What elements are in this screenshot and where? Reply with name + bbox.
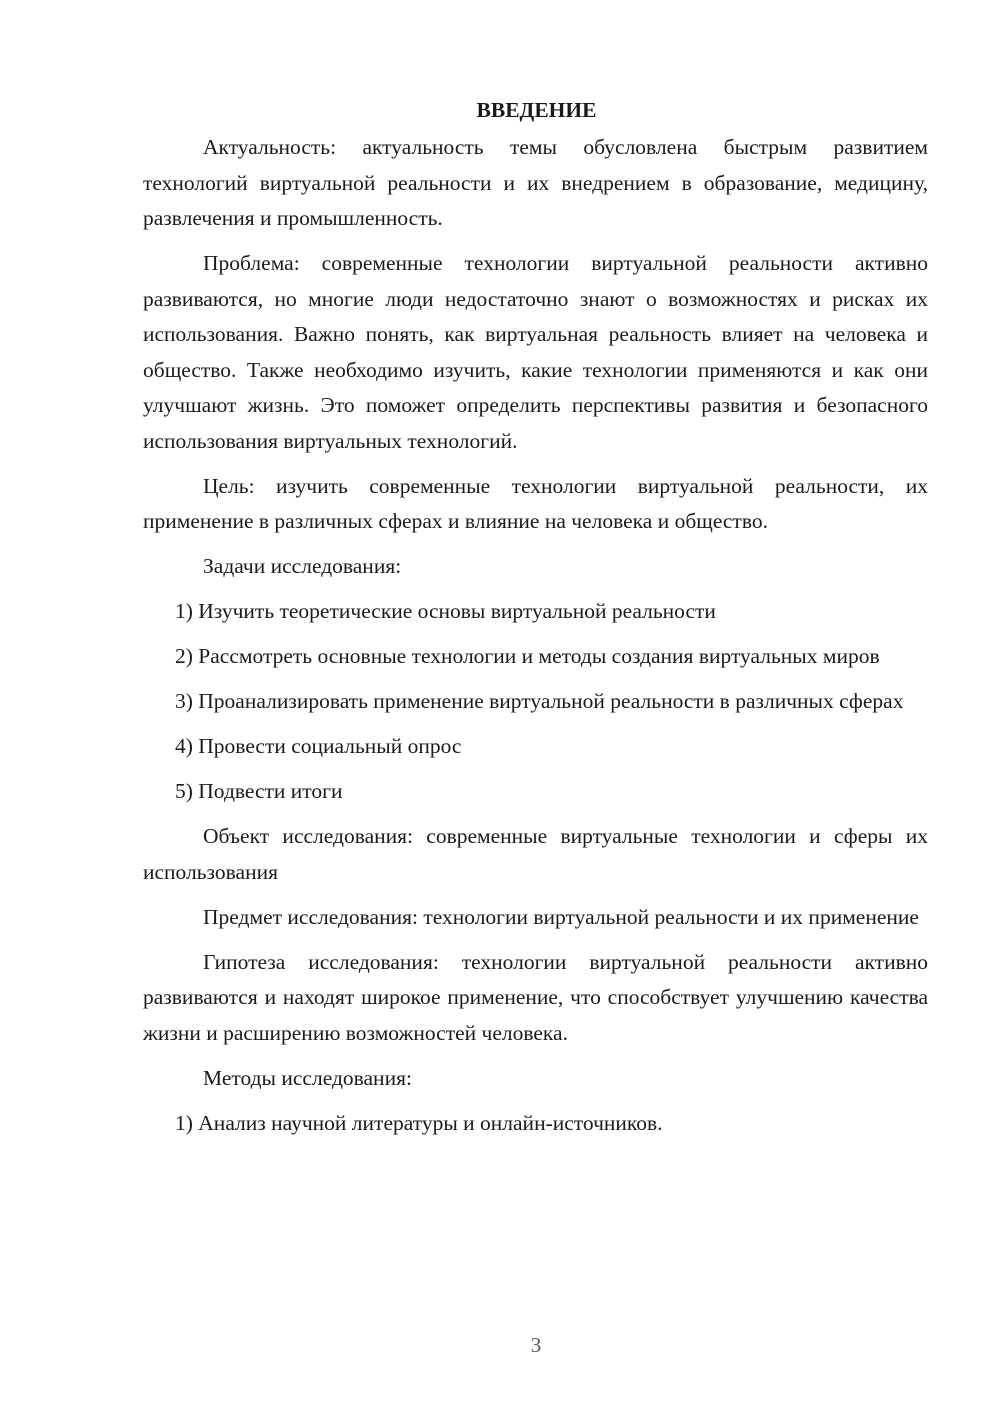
problem-paragraph: Проблема: современные технологии виртуальной реальности активно развиваются, но многие люди недостаточно знают о возможностях и рисках их использования. Важно понять, как виртуальная реальность влияет на человека и общество. Также необходимо изучить, какие технологии применяются и как они улучшают жизнь. Это поможет определить перспективы развития и безопасного использования виртуальных технологий. [143, 251, 928, 453]
task-item: 1) Изучить теоретические основы виртуальной реальности [175, 599, 716, 623]
task-item: 3) Проанализировать применение виртуальной реальности в различных сферах [175, 689, 904, 713]
task-item: 5) Подвести итоги [175, 779, 343, 803]
page-title: ВВЕДЕНИЕ [476, 98, 597, 122]
task-item: 4) Провести социальный опрос [175, 734, 462, 758]
relevance-paragraph: Актуальность: актуальность темы обусловлена быстрым развитием технологий виртуальной реальности и их внедрением в образование, медицину, развлечения и промышленность. [143, 135, 928, 230]
page-number: 3 [530, 1333, 542, 1357]
method-item: 1) Анализ научной литературы и онлайн-источников. [175, 1110, 663, 1135]
page-content [143, 95, 928, 1151]
hypothesis-paragraph: Гипотеза исследования: технологии виртуальной реальности активно развиваются и находят широкое применение, что способствует улучшению качества жизни и расширению возможностей человека. [143, 949, 928, 1045]
subject-paragraph: Предмет исследования: технологии виртуальной реальности и их применение [203, 904, 919, 929]
object-paragraph: Объект исследования: современные виртуальные технологии и сферы их использования [143, 824, 928, 884]
tasks-heading: Задачи исследования: [203, 554, 402, 578]
methods-heading: Методы исследования: [203, 1065, 412, 1090]
goal-paragraph: Цель: изучить современные технологии виртуальной реальности, их применение в различных сферах и влияние на человека и общество. [143, 473, 928, 533]
task-item: 2) Рассмотреть основные технологии и методы создания виртуальных миров [175, 644, 880, 668]
